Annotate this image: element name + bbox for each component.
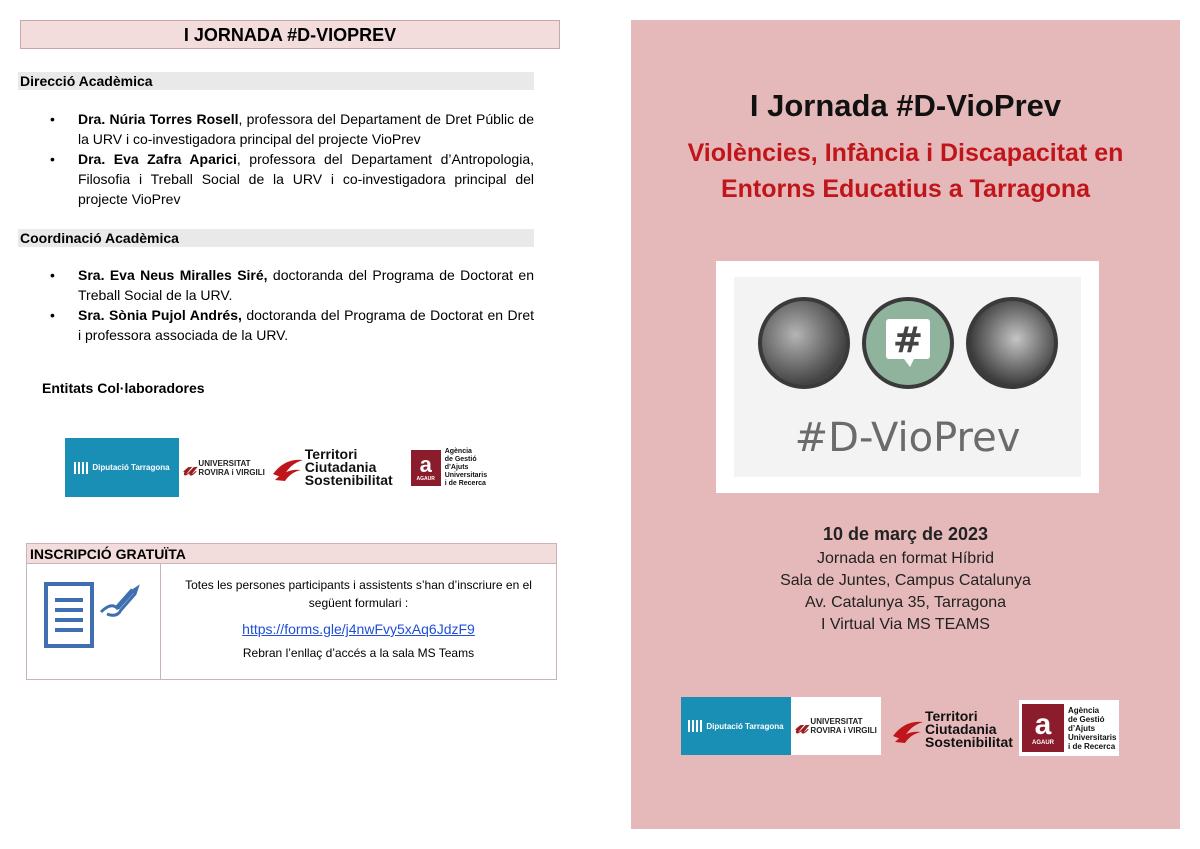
- registration-link[interactable]: https://forms.gle/j4nwFvy5xAq6JdzF9: [242, 621, 475, 637]
- inscripcio-note: Rebran l’enllaç d’accés a la sala MS Teams: [242, 646, 475, 660]
- direccio-list: [48, 109, 534, 209]
- tcs-logo: Territori Ciutadania Sostenibilitat: [891, 710, 1013, 749]
- event-info: Jornada en format Híbrid Sala de Juntes, Campus Catalunya Av. Catalunya 35, Tarragona I Virtual Via MS TEAMS: [780, 550, 1031, 633]
- list-item: • Sra. Sònia Pujol Andrés, doctoranda del Programa de Doctorat en Dret i professora associada de la URV.: [48, 305, 534, 345]
- partner-logos-right: [681, 697, 881, 755]
- coordinacio-list: [48, 265, 534, 345]
- hero-hashtag: #D-VioPrev: [794, 415, 1021, 461]
- tcs-logo: Territori Ciutadania Sostenibilitat: [271, 448, 393, 487]
- list-item: • Dra. Eva Zafra Aparici, professora del Departament d’Antropologia, Filosofia i Treball Social de la URV i co-investigadora principal del projecte VioPrev: [48, 149, 534, 209]
- entitats-heading: Entitats Col·laboradores: [42, 380, 205, 396]
- agaur-mark-icon: a AGAUR: [1022, 704, 1064, 752]
- list-item: • Sra. Eva Neus Miralles Siré, doctoranda del Programa de Doctorat en Treball Social de la URV.: [48, 265, 534, 305]
- agaur-mark-icon: a AGAUR: [411, 450, 441, 486]
- agaur-logo: a AGAUR Agència de Gestió d’Ajuts Universitaris i de Recerca: [411, 448, 487, 488]
- svg-text:#: #: [892, 320, 924, 361]
- tcs-swoosh-icon: [891, 716, 925, 744]
- urv-logo: 𝓊 UNIVERSITAT ROVIRA i VIRGILI: [183, 454, 265, 481]
- partner-logos-left: [65, 438, 487, 497]
- photo-circle-right: [966, 297, 1058, 389]
- tcs-swoosh-icon: [271, 454, 305, 482]
- cover-title: I Jornada #D-VioPrev: [749, 88, 1062, 123]
- diputacio-logo: Diputació Tarragona: [681, 697, 791, 755]
- inscripcio-text: Totes les persones participants i assistents s’han d’inscriure en el següent formulari :: [185, 578, 532, 610]
- document-pen-icon: [27, 564, 161, 679]
- inscripcio-heading: INSCRIPCIÓ GRATUÏTA: [27, 544, 556, 564]
- cover-subtitle: Violències, Infància i Discapacitat en Entorns Educatius a Tarragona: [687, 139, 1124, 203]
- agaur-logo: a AGAUR Agència de Gestió d’Ajuts Universitaris i de Recerca: [1019, 700, 1119, 756]
- coordinacio-heading: Coordinació Acadèmica: [18, 229, 534, 247]
- photo-circle-left: [758, 297, 850, 389]
- direccio-heading: Direcció Acadèmica: [18, 72, 534, 90]
- cover-panel: [631, 20, 1180, 829]
- document-title: I JORNADA #D-VIOPREV: [20, 20, 560, 49]
- diputacio-mark-icon: [74, 462, 88, 474]
- event-date: 10 de març de 2023: [822, 524, 989, 544]
- hashtag-icon: [862, 297, 954, 389]
- hero-image: [716, 261, 1099, 493]
- list-item: • Dra. Núria Torres Rosell, professora del Departament de Dret Públic de la URV i co-investigadora principal del projecte VioPrev: [48, 109, 534, 149]
- diputacio-logo: Diputació Tarragona: [65, 438, 179, 497]
- urv-mark-icon: 𝓊: [795, 713, 808, 739]
- inscripcio-table: [26, 543, 557, 680]
- urv-logo: 𝓊 UNIVERSITAT ROVIRA i VIRGILI: [791, 697, 881, 755]
- diputacio-mark-icon: [688, 720, 702, 732]
- urv-mark-icon: 𝓊: [183, 454, 196, 481]
